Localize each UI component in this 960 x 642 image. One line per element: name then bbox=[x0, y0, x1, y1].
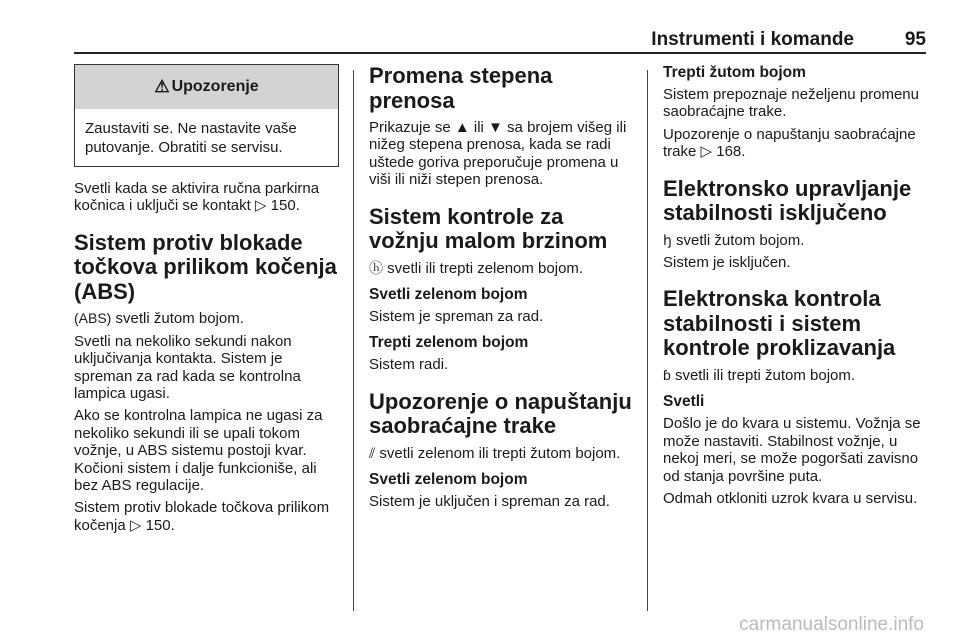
warning-box bbox=[74, 64, 339, 167]
heading-lane-departure: Upozorenje o napuštanju saobraćajne trake bbox=[369, 388, 632, 439]
paragraph: Sistem je uključen i spreman za rad. bbox=[369, 493, 610, 511]
page-link[interactable]: 150. bbox=[270, 197, 300, 215]
paragraph: Sistem radi. bbox=[369, 356, 449, 374]
subheading: Svetli bbox=[663, 393, 705, 411]
watermark: carmanualsonline.info bbox=[739, 614, 924, 635]
page-link[interactable]: 168. bbox=[716, 143, 746, 161]
paragraph: Ako se kontrolna lampica ne ugasi za nekoliko sekundi ili se upali tokom vožnje, u ABS sistemu postoji kvar. Kočioni sistem i dalje funkcioniše, ali bez ABS regulacije. bbox=[74, 407, 323, 494]
paragraph: ⓗ svetli ili trepti zelenom bojom. bbox=[369, 259, 584, 277]
paragraph: Upozorenje o napuštanju saobraćajne trake ▷ 168. bbox=[663, 125, 916, 161]
paragraph: ⫽ svetli zelenom ili trepti žutom bojom. bbox=[369, 444, 621, 462]
header-title: Instrumenti i komande bbox=[651, 29, 854, 50]
warning-text: Zaustaviti se. Ne nastavite vaše putovanje. Obratiti se servisu. bbox=[85, 120, 297, 156]
paragraph: Prikazuje se ▲ ili ▼ sa brojem višeg ili nižeg stepena prenosa, kada se radi uštede goriva preporučuje promena u viši ili niži stepen prenosa. bbox=[369, 119, 627, 189]
paragraph: Svetli na nekoliko sekundi nakon uključivanja kontakta. Sistem je spreman za rad kada se kontrolna lampica ugasi. bbox=[74, 332, 301, 402]
paragraph: Odmah otkloniti uzrok kvara u servisu. bbox=[663, 489, 918, 507]
paragraph: Svetli kada se aktivira ručna parkirna kočnica i uključi se kontakt ▷ 150. bbox=[74, 180, 320, 215]
subheading: Svetli zelenom bojom bbox=[369, 471, 528, 489]
heading-gear-shift: Promena stepena prenosa bbox=[369, 63, 553, 113]
subheading: Svetli zelenom bojom bbox=[369, 286, 528, 304]
heading-esc-tc: Elektronska kontrola stabilnosti i sistem kontrole proklizavanja bbox=[663, 286, 896, 361]
column-2 bbox=[369, 64, 634, 516]
paragraph: (ABS) svetli žutom bojom. bbox=[74, 310, 244, 328]
heading-esc-off: Elektronsko upravljanje stabilnosti isključeno bbox=[663, 175, 912, 226]
lane-departure-icon: ⫽ bbox=[369, 444, 376, 461]
heading-low-speed-control: Sistem kontrole za vožnju malom brzinom bbox=[369, 203, 608, 254]
paragraph: Došlo je do kvara u sistemu. Vožnja se može nastaviti. Stabilnost vožnje, u nekoj meri, se može pogoršati zavisno od stanja površine puta. bbox=[663, 415, 921, 485]
paragraph: Sistem je spreman za rad. bbox=[369, 308, 544, 326]
reference-arrow-icon: ▷ bbox=[129, 516, 142, 534]
page-link[interactable]: 150. bbox=[145, 516, 175, 534]
column-divider bbox=[353, 70, 354, 611]
paragraph: Sistem protiv blokade točkova prilikom kočenja ▷ 150. bbox=[74, 499, 330, 534]
subheading: Trepti zelenom bojom bbox=[369, 334, 529, 352]
reference-arrow-icon: ▷ bbox=[254, 197, 267, 215]
warning-triangle-icon: ⚠ bbox=[154, 77, 170, 96]
paragraph: Sistem prepoznaje neželjenu promenu saobraćajne trake. bbox=[663, 86, 919, 121]
esc-off-icon: ꜧ bbox=[663, 231, 672, 248]
column-3 bbox=[663, 64, 928, 512]
paragraph: ꜧ svetli žutom bojom. bbox=[663, 231, 805, 249]
column-divider bbox=[647, 70, 648, 611]
warning-title: Upozorenje bbox=[171, 78, 259, 95]
reference-arrow-icon: ▷ bbox=[700, 143, 713, 161]
heading-abs: Sistem protiv blokade točkova prilikom kočenja (ABS) bbox=[74, 229, 337, 304]
column-1 bbox=[74, 64, 339, 539]
page-number: 95 bbox=[904, 29, 926, 50]
abs-warning-icon: (ABS) bbox=[74, 310, 112, 327]
subheading: Trepti žutom bojom bbox=[663, 64, 806, 81]
warning-header bbox=[75, 65, 338, 109]
paragraph: Sistem je isključen. bbox=[663, 254, 791, 272]
low-speed-control-icon: ⓗ bbox=[369, 259, 383, 276]
page-header bbox=[74, 0, 926, 54]
paragraph: ɓ svetli ili trepti žutom bojom. bbox=[663, 366, 856, 384]
esc-icon: ɓ bbox=[663, 366, 671, 383]
